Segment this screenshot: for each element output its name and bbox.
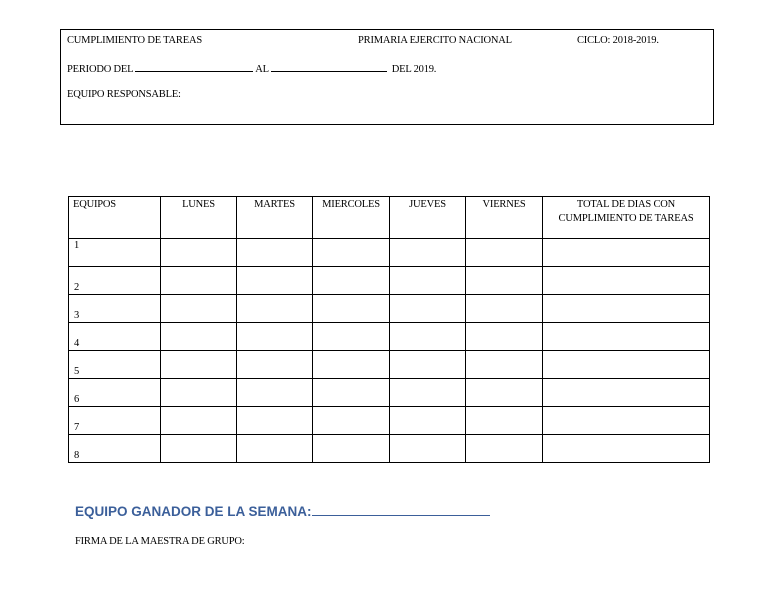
period-year: DEL 2019. — [391, 64, 437, 75]
cell[interactable] — [313, 323, 390, 351]
cell[interactable] — [313, 351, 390, 379]
cell[interactable] — [390, 267, 466, 295]
table-row — [69, 407, 710, 435]
table-row — [69, 323, 710, 351]
cell[interactable] — [161, 351, 237, 379]
team-number: 7 — [69, 407, 161, 435]
cell[interactable] — [543, 295, 710, 323]
cell[interactable] — [313, 239, 390, 267]
col-jueves: JUEVES — [390, 197, 466, 239]
table-row — [69, 379, 710, 407]
period-label: PERIODO DEL — [67, 64, 133, 75]
table-row — [69, 351, 710, 379]
period-to-label: AL — [255, 64, 269, 75]
cell[interactable] — [466, 239, 543, 267]
cell[interactable] — [466, 295, 543, 323]
cell[interactable] — [466, 351, 543, 379]
winner-label: EQUIPO GANADOR DE LA SEMANA: — [75, 504, 312, 519]
cell[interactable] — [161, 435, 237, 463]
cell[interactable] — [466, 435, 543, 463]
cell[interactable] — [237, 435, 313, 463]
signature-label: FIRMA DE LA MAESTRA DE GRUPO: — [75, 536, 245, 547]
col-miercoles: MIERCOLES — [313, 197, 390, 239]
cell[interactable] — [390, 323, 466, 351]
cell[interactable] — [161, 379, 237, 407]
cell[interactable] — [543, 323, 710, 351]
col-lunes: LUNES — [161, 197, 237, 239]
team-number: 6 — [69, 379, 161, 407]
team-number: 3 — [69, 295, 161, 323]
cell[interactable] — [161, 267, 237, 295]
cell[interactable] — [543, 239, 710, 267]
table-row — [69, 295, 710, 323]
cell[interactable] — [237, 267, 313, 295]
cell[interactable] — [237, 323, 313, 351]
cell[interactable] — [390, 239, 466, 267]
table-header-row — [69, 197, 710, 239]
winner-row — [75, 502, 490, 519]
school-name: PRIMARIA EJERCITO NACIONAL — [358, 35, 512, 46]
cell[interactable] — [313, 435, 390, 463]
table-row — [69, 239, 710, 267]
winner-blank[interactable] — [312, 502, 490, 516]
cell[interactable] — [390, 407, 466, 435]
period-end-blank[interactable] — [271, 62, 387, 72]
cell[interactable] — [543, 351, 710, 379]
cell[interactable] — [466, 379, 543, 407]
col-total: TOTAL DE DIAS CON CUMPLIMIENTO DE TAREAS — [543, 197, 710, 239]
cell[interactable] — [543, 379, 710, 407]
cell[interactable] — [161, 407, 237, 435]
team-number: 1 — [69, 239, 161, 267]
cell[interactable] — [390, 295, 466, 323]
table-row — [69, 267, 710, 295]
cell[interactable] — [313, 295, 390, 323]
cell[interactable] — [237, 379, 313, 407]
team-responsible-label: EQUIPO RESPONSABLE: — [67, 89, 181, 100]
cell[interactable] — [313, 267, 390, 295]
school-cycle: CICLO: 2018-2019. — [577, 35, 659, 46]
cell[interactable] — [313, 379, 390, 407]
cell[interactable] — [161, 295, 237, 323]
cell[interactable] — [390, 351, 466, 379]
period-start-blank[interactable] — [135, 62, 253, 72]
col-martes: MARTES — [237, 197, 313, 239]
cell[interactable] — [237, 239, 313, 267]
cell[interactable] — [466, 267, 543, 295]
col-equipos: EQUIPOS — [69, 197, 161, 239]
team-number: 8 — [69, 435, 161, 463]
cell[interactable] — [237, 351, 313, 379]
period-row — [67, 62, 436, 75]
cell[interactable] — [237, 407, 313, 435]
cell[interactable] — [543, 435, 710, 463]
tasks-table — [68, 196, 710, 463]
cell[interactable] — [466, 407, 543, 435]
cell[interactable] — [543, 267, 710, 295]
cell[interactable] — [161, 239, 237, 267]
team-number: 2 — [69, 267, 161, 295]
cell[interactable] — [237, 295, 313, 323]
team-number: 5 — [69, 351, 161, 379]
cell[interactable] — [466, 323, 543, 351]
cell[interactable] — [390, 379, 466, 407]
cell[interactable] — [313, 407, 390, 435]
cell[interactable] — [543, 407, 710, 435]
table-row — [69, 435, 710, 463]
col-viernes: VIERNES — [466, 197, 543, 239]
form-title: CUMPLIMIENTO DE TAREAS — [67, 35, 202, 46]
cell[interactable] — [390, 435, 466, 463]
cell[interactable] — [161, 323, 237, 351]
team-number: 4 — [69, 323, 161, 351]
